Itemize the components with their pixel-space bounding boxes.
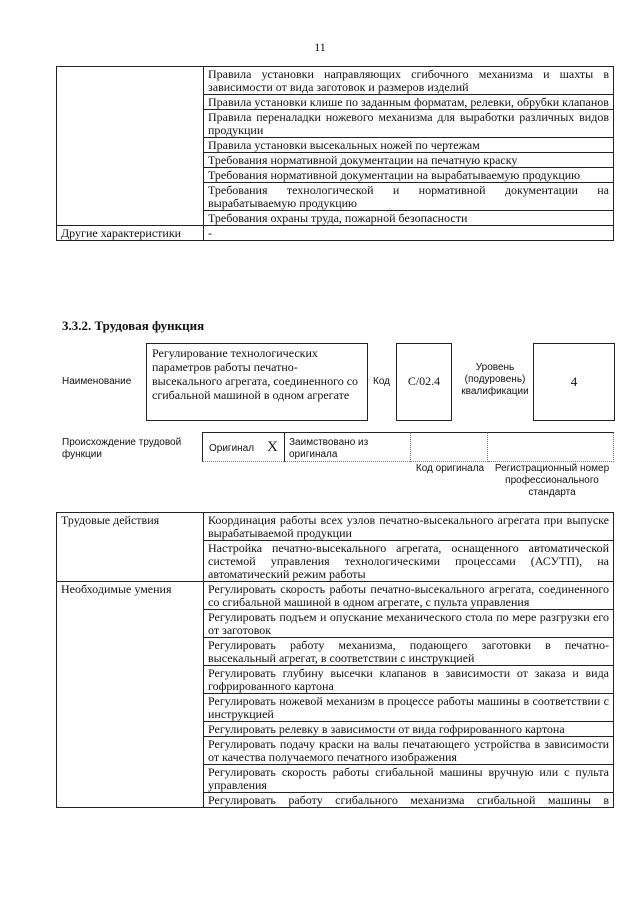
other-characteristics-label: Другие характеристики [57,226,204,241]
table-cell: Регулировать релевку в зависимости от вида гофрированного картона [204,722,614,737]
table-cell: Регулировать подъем и опускание механического стола по мере разгрузки его от заготовок [204,610,614,638]
borrowed-label: Заимствовано из оригинала [289,437,369,460]
table-cell: Правила переналадки ножевого механизма для выработки различных видов продукции [204,110,614,138]
labor-actions-label: Трудовые действия [57,513,204,582]
table-cell: Правила установки направляющих сгибочного механизма и шахты в зависимости от вида заготовок и размеров изделий [204,67,614,95]
level-label: Уровень (подуровень) квалификации [461,362,529,397]
table-cell: Регулировать скорость работы печатно-высекального агрегата, соединенного со сгибальной машиной в одном агрегате, с пульта управления [204,582,614,610]
table-cell: Правила установки высекальных ножей по чертежам [204,138,614,153]
labor-function-table [56,512,614,808]
table-cell: Регулировать скорость работы сгибальной машины вручную или с пульта управления [204,765,614,793]
table-cell: Требования охраны труда, пожарной безопасности [204,211,614,226]
skills-label: Необходимые умения [57,582,204,808]
code-value-box: C/02.4 [396,343,452,421]
code-label: Код [373,376,391,387]
function-name-box: Регулирование технологических параметров работы печатно-высекального агрегата, соединенного со сгибальной машиной в одном агрегате [146,343,368,421]
table-cell: Регулировать глубину высечки клапанов в зависимости от заказа и вида гофрированного картона [204,666,614,694]
table-row [57,513,614,541]
other-characteristics-value: - [204,226,614,241]
original-cell [202,432,284,462]
table-cell: Регулировать работу сгибального механизма сгибальной машины в [204,793,614,808]
table-row [57,67,614,95]
table-cell: Регулировать ножевой механизм в процессе работы машины в соответствии с инструкцией [204,694,614,722]
caption-original-code: Код оригинала [415,463,485,474]
table-cell: Требования нормативной документации на печатную краску [204,153,614,168]
page-number: 11 [314,40,326,54]
borrowed-cell [284,432,410,462]
name-label: Наименование [62,376,132,387]
table-cell: Требования нормативной документации на вырабатываемую продукцию [204,168,614,183]
table-cell: Правила установки клише по заданным форматам, релевки, обрубки клапанов [204,95,614,110]
table-cell: Регулировать подачу краски на валы печатающего устройства в зависимости от качества получаемого печатного изображения [204,737,614,765]
table-cell: Координация работы всех узлов печатно-высекального агрегата при выпуске вырабатываемой продукции [204,513,614,541]
table-row [57,226,614,241]
registration-number-cell [488,432,614,462]
table-cell: Регулировать работу механизма, подающего заготовки в печатно-высекальный агрегат, в соответствии с инструкцией [204,638,614,666]
table-cell-empty [57,67,204,226]
origin-row [202,432,614,462]
section-title: 3.3.2. Трудовая функция [62,318,205,333]
caption-registration-number: Регистрационный номер профессионального стандарта [494,463,610,498]
table-cell: Настройка печатно-высекального агрегата, оснащенного автоматической системой управления технологическими процессами (АСУТП), на автоматический режим работы [204,541,614,582]
table-cell: Требования технологической и нормативной документации на вырабатываемую продукцию [204,183,614,211]
origin-label: Происхождение трудовой функции [62,437,182,460]
knowledge-table [56,66,614,241]
level-value-box: 4 [533,343,615,421]
original-code-cell [410,432,488,462]
original-label: Оригинал [209,443,255,454]
table-row [57,582,614,610]
original-mark: X [267,439,278,455]
